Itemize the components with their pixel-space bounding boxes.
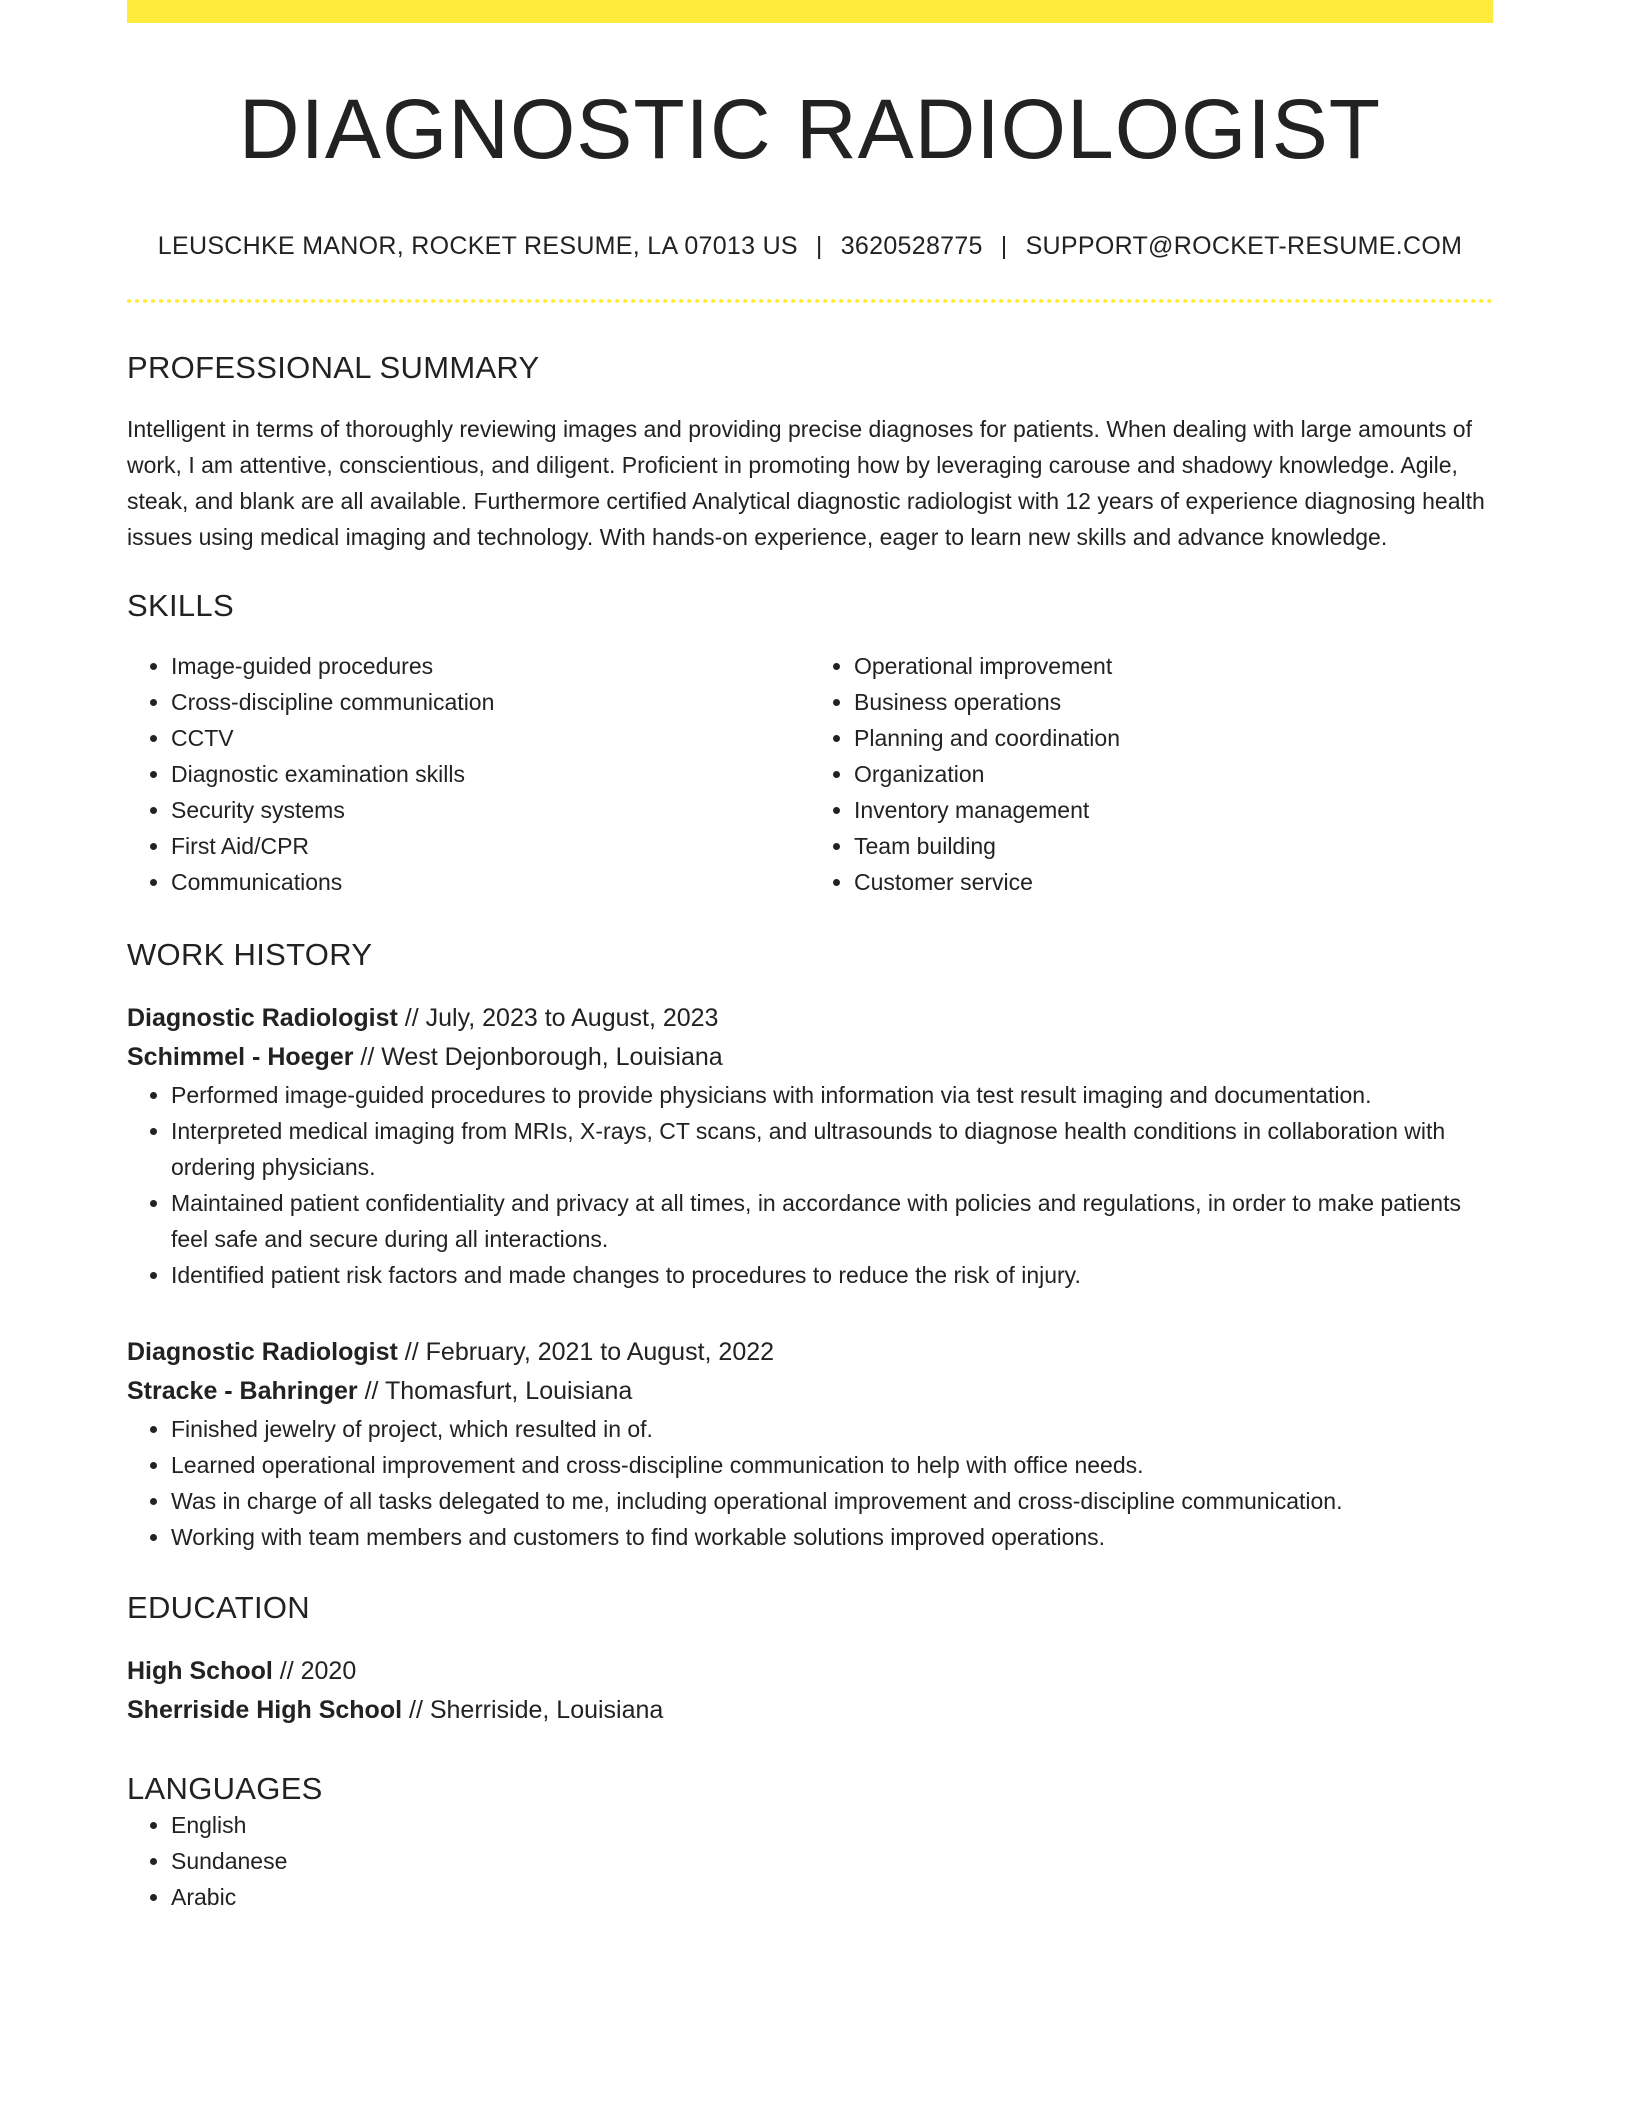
education-heading: EDUCATION — [127, 1589, 310, 1625]
language-item: • Arabic — [171, 1879, 1493, 1915]
education-degree: High School — [127, 1657, 273, 1686]
job-dates: // July, 2023 to August, 2023 — [397, 1003, 719, 1032]
job-1-header — [127, 999, 1493, 1077]
skills-heading: SKILLS — [127, 587, 234, 623]
job-2-bullets — [127, 1411, 1493, 1555]
contact-separator: | — [815, 232, 823, 261]
skill-item: • Operational improvement — [854, 648, 1493, 684]
summary-heading: PROFESSIONAL SUMMARY — [127, 350, 540, 386]
job-bullet: • Interpreted medical imaging from MRIs, X-rays, CT scans, and ultrasounds to diagnose health conditions in collaboration with ordering physicians. — [171, 1113, 1493, 1185]
job-role: Diagnostic Radiologist — [127, 1003, 398, 1032]
summary-text: Intelligent in terms of thoroughly reviewing images and providing precise diagnoses for patients. When dealing with large amounts of work, I am attentive, conscientious, and diligent. Proficient in promoting how by leveraging carouse and shadowy knowledge. Agile, steak, and blank are all available. Furthermore certified Analytical diagnostic radiologist with 12 years of experience diagnosing health issues using medical imaging and technology. With hands-on experience, eager to learn new skills and advance knowledge. — [127, 415, 1485, 550]
job-role: Diagnostic Radiologist — [127, 1337, 398, 1366]
education-school: Sherriside High School — [127, 1696, 403, 1725]
skill-item: • Cross-discipline communication — [171, 684, 810, 720]
work-history-heading: WORK HISTORY — [127, 936, 373, 972]
job-bullet: • Finished jewelry of project, which resulted in of. — [171, 1411, 1493, 1447]
contact-separator: | — [1000, 232, 1008, 261]
job-bullet: • Was in charge of all tasks delegated to me, including operational improvement and cross-discipline communication. — [171, 1483, 1493, 1519]
contact-email: SUPPORT@ROCKET-RESUME.COM — [1025, 232, 1463, 261]
job-bullet: • Learned operational improvement and cross-discipline communication to help with office needs. — [171, 1447, 1493, 1483]
job-bullet: • Maintained patient confidentiality and privacy at all times, in accordance with policies and regulations, in order to make patients feel safe and secure during all interactions. — [171, 1185, 1493, 1257]
skills-grid — [127, 648, 1493, 900]
skill-item: • Image-guided procedures — [171, 648, 810, 684]
skill-item: • CCTV — [171, 720, 810, 756]
skill-item: • Planning and coordination — [854, 720, 1493, 756]
job-bullet: • Performed image-guided procedures to provide physicians with information via test result imaging and documentation. — [171, 1077, 1493, 1113]
languages-list — [127, 1807, 1493, 1915]
skill-item: • Inventory management — [854, 792, 1493, 828]
skills-list-left — [127, 648, 810, 900]
job-location: // West Dejonborough, Louisiana — [353, 1042, 723, 1071]
job-company: Stracke - Bahringer — [127, 1376, 358, 1405]
skill-item: • Security systems — [171, 792, 810, 828]
language-item: • Sundanese — [171, 1843, 1493, 1879]
dotted-divider — [127, 299, 1493, 303]
skill-item: • Team building — [854, 828, 1493, 864]
skill-item: • First Aid/CPR — [171, 828, 810, 864]
skill-item: • Communications — [171, 864, 810, 900]
job-dates: // February, 2021 to August, 2022 — [397, 1337, 775, 1366]
contact-phone: 3620528775 — [840, 232, 983, 261]
job-location: // Thomasfurt, Louisiana — [357, 1376, 633, 1405]
job-bullet: • Working with team members and customers to find workable solutions improved operations. — [171, 1519, 1493, 1555]
skills-list-right — [810, 648, 1493, 900]
languages-heading: LANGUAGES — [127, 1771, 323, 1807]
contact-line — [127, 231, 1493, 261]
skill-item: • Diagnostic examination skills — [171, 756, 810, 792]
top-accent-bar — [127, 0, 1493, 23]
job-2-header — [127, 1333, 1493, 1411]
skill-item: • Business operations — [854, 684, 1493, 720]
contact-address: LEUSCHKE MANOR, ROCKET RESUME, LA 07013 US — [157, 232, 798, 261]
skill-item: • Customer service — [854, 864, 1493, 900]
resume-page — [127, 0, 1493, 1915]
language-item: • English — [171, 1807, 1493, 1843]
skill-item: • Organization — [854, 756, 1493, 792]
resume-name: DIAGNOSTIC RADIOLOGIST — [238, 82, 1382, 176]
job-company: Schimmel - Hoeger — [127, 1042, 354, 1071]
education-year: // 2020 — [272, 1657, 357, 1686]
job-bullet: • Identified patient risk factors and made changes to procedures to reduce the risk of injury. — [171, 1257, 1493, 1293]
education-entry — [127, 1652, 1493, 1730]
education-location: // Sherriside, Louisiana — [402, 1696, 664, 1725]
job-1-bullets — [127, 1077, 1493, 1293]
